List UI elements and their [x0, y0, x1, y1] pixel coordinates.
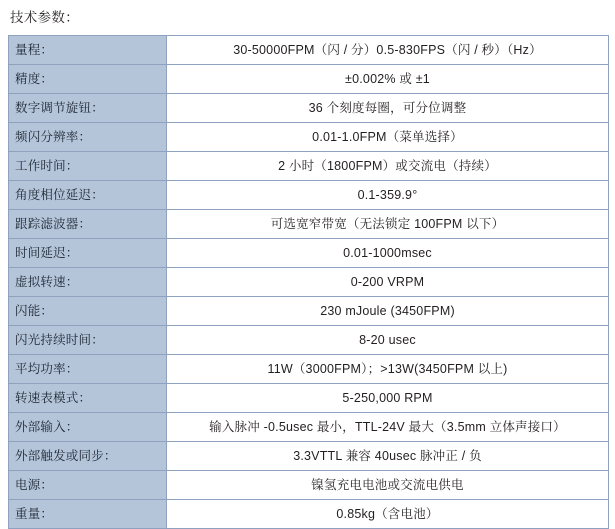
row-label: 虚拟转速： — [9, 268, 167, 297]
table-row — [9, 181, 609, 210]
row-label: 数字调节旋钮： — [9, 94, 167, 123]
row-value: 3.3VTTL 兼容 40usec 脉冲正 / 负 — [167, 442, 609, 471]
table-row — [9, 239, 609, 268]
row-value: 36 个刻度每圈，可分位调整 — [167, 94, 609, 123]
row-label: 闪光持续时间： — [9, 326, 167, 355]
table-row — [9, 210, 609, 239]
row-label: 转速表模式： — [9, 384, 167, 413]
row-value: 11W（3000FPM）；>13W(3450FPM 以上) — [167, 355, 609, 384]
table-row — [9, 123, 609, 152]
specifications-table — [8, 35, 609, 529]
row-value: 镍氢充电电池或交流电供电 — [167, 471, 609, 500]
row-label: 闪能： — [9, 297, 167, 326]
table-row — [9, 355, 609, 384]
row-value: 8-20 usec — [167, 326, 609, 355]
row-value: 0.1-359.9° — [167, 181, 609, 210]
table-row — [9, 65, 609, 94]
row-label: 时间延迟： — [9, 239, 167, 268]
table-row — [9, 36, 609, 65]
row-label: 频闪分辨率： — [9, 123, 167, 152]
row-value: 可选宽窄带宽（无法锁定 100FPM 以下） — [167, 210, 609, 239]
row-label: 平均功率： — [9, 355, 167, 384]
row-label: 工作时间： — [9, 152, 167, 181]
row-value: 0.85kg（含电池） — [167, 500, 609, 529]
row-value: ±0.002% 或 ±1 — [167, 65, 609, 94]
table-body — [9, 36, 609, 529]
row-value: 2 小时（1800FPM）或交流电（持续） — [167, 152, 609, 181]
table-row — [9, 384, 609, 413]
row-label: 电源： — [9, 471, 167, 500]
row-label: 量程： — [9, 36, 167, 65]
row-value: 0.01-1.0FPM（菜单选择） — [167, 123, 609, 152]
row-value: 输入脉冲 -0.5usec 最小，TTL-24V 最大（3.5mm 立体声接口） — [167, 413, 609, 442]
table-row — [9, 152, 609, 181]
table-row — [9, 471, 609, 500]
row-label: 外部输入： — [9, 413, 167, 442]
row-value: 30-50000FPM（闪 / 分）0.5-830FPS（闪 / 秒）（Hz） — [167, 36, 609, 65]
row-label: 外部触发或同步： — [9, 442, 167, 471]
table-row — [9, 297, 609, 326]
table-row — [9, 326, 609, 355]
row-label: 精度： — [9, 65, 167, 94]
page-title: 技术参数： — [10, 10, 79, 25]
row-value: 5-250,000 RPM — [167, 384, 609, 413]
row-label: 角度相位延迟： — [9, 181, 167, 210]
row-value: 230 mJoule (3450FPM) — [167, 297, 609, 326]
table-row — [9, 442, 609, 471]
row-label: 跟踪滤波器： — [9, 210, 167, 239]
table-row — [9, 94, 609, 123]
table-row — [9, 413, 609, 442]
table-row — [9, 500, 609, 529]
row-label: 重量： — [9, 500, 167, 529]
row-value: 0.01-1000msec — [167, 239, 609, 268]
table-row — [9, 268, 609, 297]
row-value: 0-200 VRPM — [167, 268, 609, 297]
